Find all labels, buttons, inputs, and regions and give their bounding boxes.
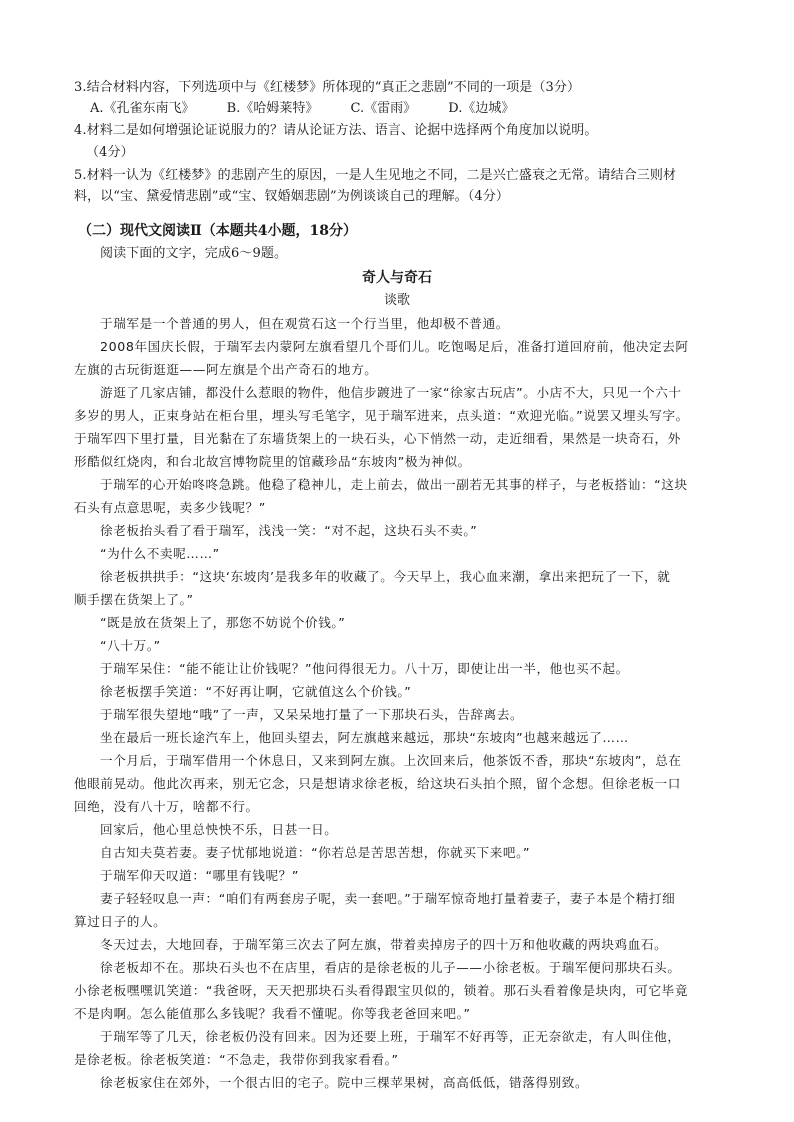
article-line: “八十万。”	[100, 638, 161, 653]
article-line: 不是肉啊。怎么能值那么多钱呢？我看不懂呢。你等我老爸回来吧。”	[74, 1006, 471, 1021]
article-line: “既是放在货架上了，那您不妨说个价钱。”	[100, 615, 346, 630]
article-line: 坐在最后一班长途汽车上，他回头望去，阿左旗越来越远，那块“东坡肉”也越来越远了……	[100, 730, 629, 745]
question-4-line-2: （4分）	[86, 145, 134, 160]
article-line: 于瑞军很失望地“哦”了一声，又呆呆地打量了一下那块石头，告辞离去。	[100, 707, 524, 722]
article-line: 冬天过去，大地回春，于瑞军第三次去了阿左旗，带着卖掉房子的四十万和他收藏的两块鸡血石。	[100, 937, 668, 952]
section-instruction: 阅读下面的文字，完成6～9题。	[100, 246, 288, 261]
question-4-line-1: 4.材料二是如何增强论证说服力的？请从论证方法、语言、论据中选择两个角度加以说明。	[74, 123, 598, 138]
article-line: 是徐老板。徐老板笑道：“不急走，我带你到我家看看。”	[74, 1052, 399, 1067]
article-line: 徐老板却不在。那块石头也不在店里，看店的是徐老板的儿子——小徐老板。于瑞军便问那块石头。	[100, 960, 681, 975]
article-line: 于瑞军是一个普通的男人，但在观赏石这一个行当里，他却极不普通。	[100, 316, 510, 331]
question-3: 3.结合材料内容，下列选项中与《红楼梦》所体现的“真正之悲剧”不同的一项是（3分）	[74, 80, 581, 95]
article-line: 徐老板抬头看了看于瑞军，浅浅一笑：“对不起，这块石头不卖。”	[100, 523, 478, 538]
article-line: 回绝，没有八十万，啥都不行。	[74, 799, 259, 814]
article-line: 于瑞军等了几天，徐老板仍没有回来。因为还要上班，于瑞军不好再等，正无奈欲走，有人叫住他，	[100, 1029, 681, 1044]
option-c: C.《雷雨》	[350, 101, 417, 116]
article-line: 形酷似红烧肉，和台北故宫博物院里的馆藏珍品“东坡肉”极为神似。	[74, 454, 471, 469]
article-line: 顺手摆在货架上了。”	[74, 592, 194, 607]
article-line: 于瑞军的心开始咚咚急跳。他稳了稳神儿，走上前去，做出一副若无其事的样子，与老板搭讪：“这块	[100, 477, 688, 492]
article-line: 于瑞军四下里打量，目光黏在了东墙货架上的一块石头，心下悄然一动，走近细看，果然是一块奇石，外	[74, 431, 681, 446]
question-5-line-1: 5.材料一认为《红楼梦》的悲剧产生的原因，一是人生见地之不同，二是兴亡盛衰之无常。请结合三则材	[74, 168, 677, 183]
section-heading: （二）现代文阅读Ⅱ（本题共4小题，18分）	[78, 223, 358, 239]
article-line: “为什么不卖呢……”	[100, 546, 220, 561]
article-line: 算过日子的人。	[74, 914, 167, 929]
article-line: 徐老板摆手笑道：“不好再让啊，它就值这么个价钱。”	[100, 684, 412, 699]
article-line: 徐老板拱拱手：“这块‘东坡肉’是我多年的收藏了。今天早上，我心血来潮，拿出来把玩了一下，就	[100, 569, 671, 584]
article-line: 石头有点意思呢，卖多少钱呢？”	[74, 500, 266, 515]
article-line: 徐老板家住在郊外，一个很古旧的宅子。院中三棵苹果树，高高低低，错落得别致。	[100, 1075, 589, 1090]
question-5-line-2: 料，以“宝、黛爱情悲剧”或“宝、钗婚姻悲剧”为例谈谈自己的理解。（4分）	[74, 189, 509, 204]
option-a: A.《孔雀东南飞》	[90, 101, 195, 116]
option-d: D.《边城》	[448, 101, 515, 116]
article-line: 2008年国庆长假，于瑞军去内蒙阿左旗看望几个哥们儿。吃饱喝足后，准备打道回府前，他决定去阿	[100, 339, 689, 354]
article-line: 回家后，他心里总怏怏不乐，日甚一日。	[100, 822, 338, 837]
article-title: 奇人与奇石	[362, 270, 432, 286]
article-line: 他眼前晃动。他此次再来，别无它念，只是想请求徐老板，给这块石头拍个照，留个念想。但徐老板一口	[74, 776, 681, 791]
article-line: 于瑞军呆住：“能不能让让价钱呢？”他问得很无力。八十万，即使让出一半，他也买不起。	[100, 661, 629, 676]
article-line: 游逛了几家店铺，都没什么惹眼的物件，他信步踱进了一家“徐家古玩店”。小店不大，只见一个六十	[100, 385, 682, 400]
article-line: 多岁的男人，正束身站在柜台里，埋头写毛笔字，见于瑞军进来，点头道：“欢迎光临。”说罢又埋头写字。	[74, 408, 689, 423]
article-line: 左旗的古玩街逛逛——阿左旗是个出产奇石的地方。	[74, 362, 378, 377]
article-author: 谈歌	[383, 293, 410, 308]
article-line: 一个月后，于瑞军借用一个休息日，又来到阿左旗。上次回来后，他茶饭不香，那块“东坡肉”，总在	[100, 753, 682, 768]
article-line: 于瑞军仰天叹道：“哪里有钱呢？”	[100, 868, 299, 883]
article-line: 妻子轻轻叹息一声：“咱们有两套房子呢，卖一套吧。”于瑞军惊奇地打量着妻子，妻子本是个精打细	[100, 891, 676, 906]
article-line: 自古知夫莫若妻。妻子忧郁地说道：“你若总是苦思苦想，你就买下来吧。”	[100, 845, 531, 860]
question-3-options	[90, 99, 740, 119]
option-b: B.《哈姆莱特》	[226, 101, 319, 116]
article-line: 小徐老板嘿嘿讥笑道：“我爸呀，天天把那块石头看得跟宝贝似的，锁着。那石头看着像是块肉，可它毕竟	[74, 983, 689, 998]
